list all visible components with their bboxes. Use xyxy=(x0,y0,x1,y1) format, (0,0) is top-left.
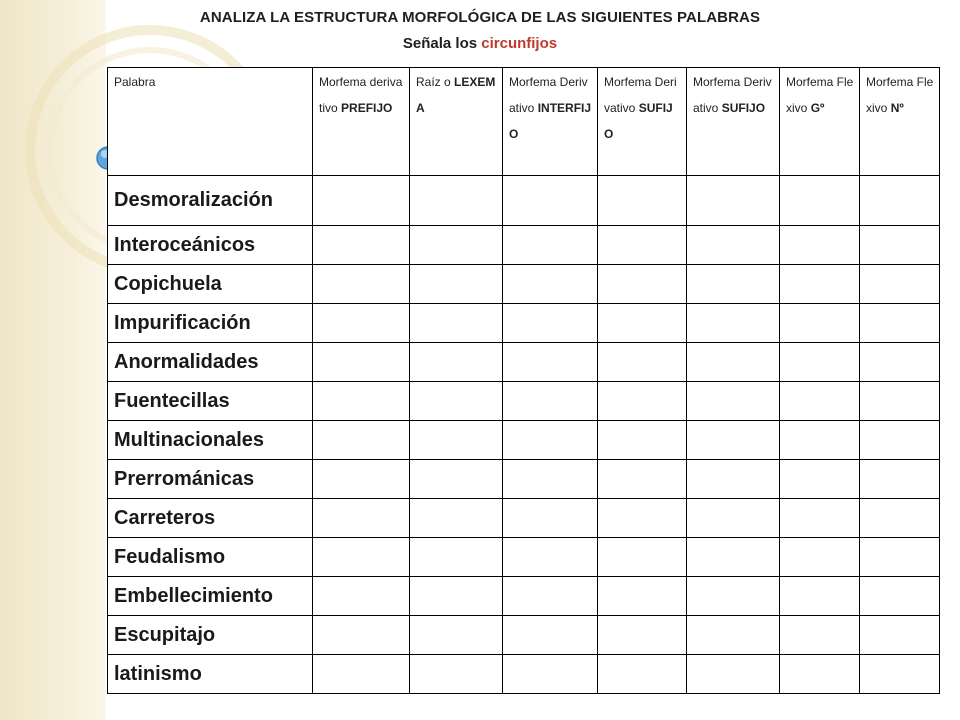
answer-cell[interactable] xyxy=(503,421,598,460)
column-header xyxy=(410,68,503,176)
subtitle-text: Señala los xyxy=(402,35,482,52)
answer-cell[interactable] xyxy=(313,343,410,382)
table-row xyxy=(108,421,940,460)
column-header-label: Morfema Flexivo xyxy=(866,75,934,115)
answer-cell[interactable] xyxy=(598,226,687,265)
answer-cell[interactable] xyxy=(860,421,940,460)
column-header xyxy=(687,68,780,176)
word-cell: Fuentecillas xyxy=(108,382,313,421)
column-header-type: Nº xyxy=(890,101,904,115)
answer-cell[interactable] xyxy=(503,343,598,382)
answer-cell[interactable] xyxy=(687,538,780,577)
word-cell: Escupitajo xyxy=(108,616,313,655)
decorative-side-band xyxy=(0,0,106,720)
answer-cell[interactable] xyxy=(780,577,860,616)
column-header-type: INTERFIJO xyxy=(509,101,592,141)
answer-cell[interactable] xyxy=(598,616,687,655)
answer-cell[interactable] xyxy=(860,226,940,265)
answer-cell[interactable] xyxy=(503,460,598,499)
column-header-label: Morfema Flexivo xyxy=(786,75,854,115)
answer-cell[interactable] xyxy=(687,499,780,538)
subtitle-accent: circunfijos xyxy=(481,35,558,52)
answer-cell[interactable] xyxy=(503,176,598,226)
column-header-type: PREFIJO xyxy=(341,101,393,115)
answer-cell[interactable] xyxy=(503,304,598,343)
answer-cell[interactable] xyxy=(687,616,780,655)
answer-cell[interactable] xyxy=(503,265,598,304)
answer-cell[interactable] xyxy=(687,304,780,343)
column-header xyxy=(108,68,313,176)
answer-cell[interactable] xyxy=(780,304,860,343)
answer-cell[interactable] xyxy=(313,226,410,265)
answer-cell[interactable] xyxy=(860,176,940,226)
answer-cell[interactable] xyxy=(503,538,598,577)
answer-cell[interactable] xyxy=(313,265,410,304)
answer-cell[interactable] xyxy=(687,421,780,460)
answer-cell[interactable] xyxy=(860,343,940,382)
answer-cell[interactable] xyxy=(410,226,503,265)
answer-cell[interactable] xyxy=(410,382,503,421)
column-header-label: Morfema Derivativo xyxy=(604,75,677,115)
answer-cell[interactable] xyxy=(860,499,940,538)
answer-cell[interactable] xyxy=(860,655,940,694)
answer-cell[interactable] xyxy=(410,265,503,304)
answer-cell[interactable] xyxy=(780,655,860,694)
word-cell: Feudalismo xyxy=(108,538,313,577)
answer-cell[interactable] xyxy=(313,538,410,577)
answer-cell[interactable] xyxy=(860,538,940,577)
column-header-type: SUFIJO xyxy=(721,101,766,115)
answer-cell[interactable] xyxy=(410,616,503,655)
table-row xyxy=(108,226,940,265)
answer-cell[interactable] xyxy=(780,382,860,421)
word-cell: Prerrománicas xyxy=(108,460,313,499)
answer-cell[interactable] xyxy=(313,499,410,538)
table-row xyxy=(108,382,940,421)
table-row xyxy=(108,304,940,343)
answer-cell[interactable] xyxy=(410,176,503,226)
column-header-label: Palabra xyxy=(114,75,156,89)
answer-cell[interactable] xyxy=(687,343,780,382)
column-header-label: Morfema Derivativo xyxy=(693,75,772,115)
answer-cell[interactable] xyxy=(410,655,503,694)
column-header-label: Morfema derivativo xyxy=(319,75,403,115)
column-header xyxy=(598,68,687,176)
answer-cell[interactable] xyxy=(598,382,687,421)
answer-cell[interactable] xyxy=(687,176,780,226)
answer-cell[interactable] xyxy=(860,382,940,421)
answer-cell[interactable] xyxy=(410,499,503,538)
answer-cell[interactable] xyxy=(860,616,940,655)
answer-cell[interactable] xyxy=(503,382,598,421)
word-cell: Multinacionales xyxy=(108,421,313,460)
column-header xyxy=(860,68,940,176)
word-cell: Carreteros xyxy=(108,499,313,538)
word-cell: Interoceánicos xyxy=(108,226,313,265)
header-row xyxy=(108,68,940,176)
answer-cell[interactable] xyxy=(780,499,860,538)
table-row xyxy=(108,577,940,616)
answer-cell[interactable] xyxy=(598,460,687,499)
answer-cell[interactable] xyxy=(410,421,503,460)
table-row xyxy=(108,343,940,382)
column-header-label: Raíz o xyxy=(416,75,451,89)
answer-cell[interactable] xyxy=(687,226,780,265)
word-cell: latinismo xyxy=(108,655,313,694)
answer-cell[interactable] xyxy=(780,616,860,655)
answer-cell[interactable] xyxy=(687,265,780,304)
answer-cell[interactable] xyxy=(860,265,940,304)
table-row xyxy=(108,616,940,655)
word-cell: Anormalidades xyxy=(108,343,313,382)
table-row xyxy=(108,538,940,577)
table-row xyxy=(108,655,940,694)
answer-cell[interactable] xyxy=(687,577,780,616)
column-header xyxy=(503,68,598,176)
word-cell: Copichuela xyxy=(108,265,313,304)
answer-cell[interactable] xyxy=(313,421,410,460)
answer-cell[interactable] xyxy=(860,460,940,499)
table-row xyxy=(108,460,940,499)
answer-cell[interactable] xyxy=(598,304,687,343)
answer-cell[interactable] xyxy=(598,577,687,616)
answer-cell[interactable] xyxy=(780,343,860,382)
answer-cell[interactable] xyxy=(598,343,687,382)
answer-cell[interactable] xyxy=(410,577,503,616)
answer-cell[interactable] xyxy=(313,176,410,226)
answer-cell[interactable] xyxy=(313,616,410,655)
answer-cell[interactable] xyxy=(598,265,687,304)
answer-cell[interactable] xyxy=(503,499,598,538)
answer-cell[interactable] xyxy=(687,382,780,421)
answer-cell[interactable] xyxy=(503,655,598,694)
answer-cell[interactable] xyxy=(860,304,940,343)
page-title: ANALIZA LA ESTRUCTURA MORFOLÓGICA DE LAS SIGUIENTES PALABRAS xyxy=(199,9,761,26)
answer-cell[interactable] xyxy=(313,655,410,694)
answer-cell[interactable] xyxy=(780,265,860,304)
answer-cell[interactable] xyxy=(598,538,687,577)
answer-cell[interactable] xyxy=(313,460,410,499)
table-row xyxy=(108,176,940,226)
column-header-type: LEXEMA xyxy=(416,75,496,115)
answer-cell[interactable] xyxy=(780,226,860,265)
column-header-type: Gº xyxy=(810,101,825,115)
answer-cell[interactable] xyxy=(780,421,860,460)
table-row xyxy=(108,499,940,538)
answer-cell[interactable] xyxy=(313,577,410,616)
answer-cell[interactable] xyxy=(598,655,687,694)
word-cell: Embellecimiento xyxy=(108,577,313,616)
answer-cell[interactable] xyxy=(598,499,687,538)
answer-cell[interactable] xyxy=(503,616,598,655)
answer-cell[interactable] xyxy=(780,176,860,226)
answer-cell[interactable] xyxy=(503,226,598,265)
answer-cell[interactable] xyxy=(598,421,687,460)
table-row xyxy=(108,265,940,304)
answer-cell[interactable] xyxy=(410,538,503,577)
answer-cell[interactable] xyxy=(860,577,940,616)
answer-cell[interactable] xyxy=(313,382,410,421)
word-cell: Desmoralización xyxy=(108,176,313,226)
column-header xyxy=(313,68,410,176)
answer-cell[interactable] xyxy=(687,460,780,499)
answer-cell[interactable] xyxy=(780,460,860,499)
answer-cell[interactable] xyxy=(410,304,503,343)
answer-cell[interactable] xyxy=(598,176,687,226)
answer-cell[interactable] xyxy=(410,460,503,499)
answer-cell[interactable] xyxy=(687,655,780,694)
answer-cell[interactable] xyxy=(410,343,503,382)
answer-cell[interactable] xyxy=(780,538,860,577)
morphology-table xyxy=(107,67,940,694)
word-cell: Impurificación xyxy=(108,304,313,343)
answer-cell[interactable] xyxy=(503,577,598,616)
column-header-type: SUFIJO xyxy=(604,101,673,141)
page-subtitle xyxy=(0,35,960,52)
column-header xyxy=(780,68,860,176)
column-header-label: Morfema Derivativo xyxy=(509,75,588,115)
answer-cell[interactable] xyxy=(313,304,410,343)
